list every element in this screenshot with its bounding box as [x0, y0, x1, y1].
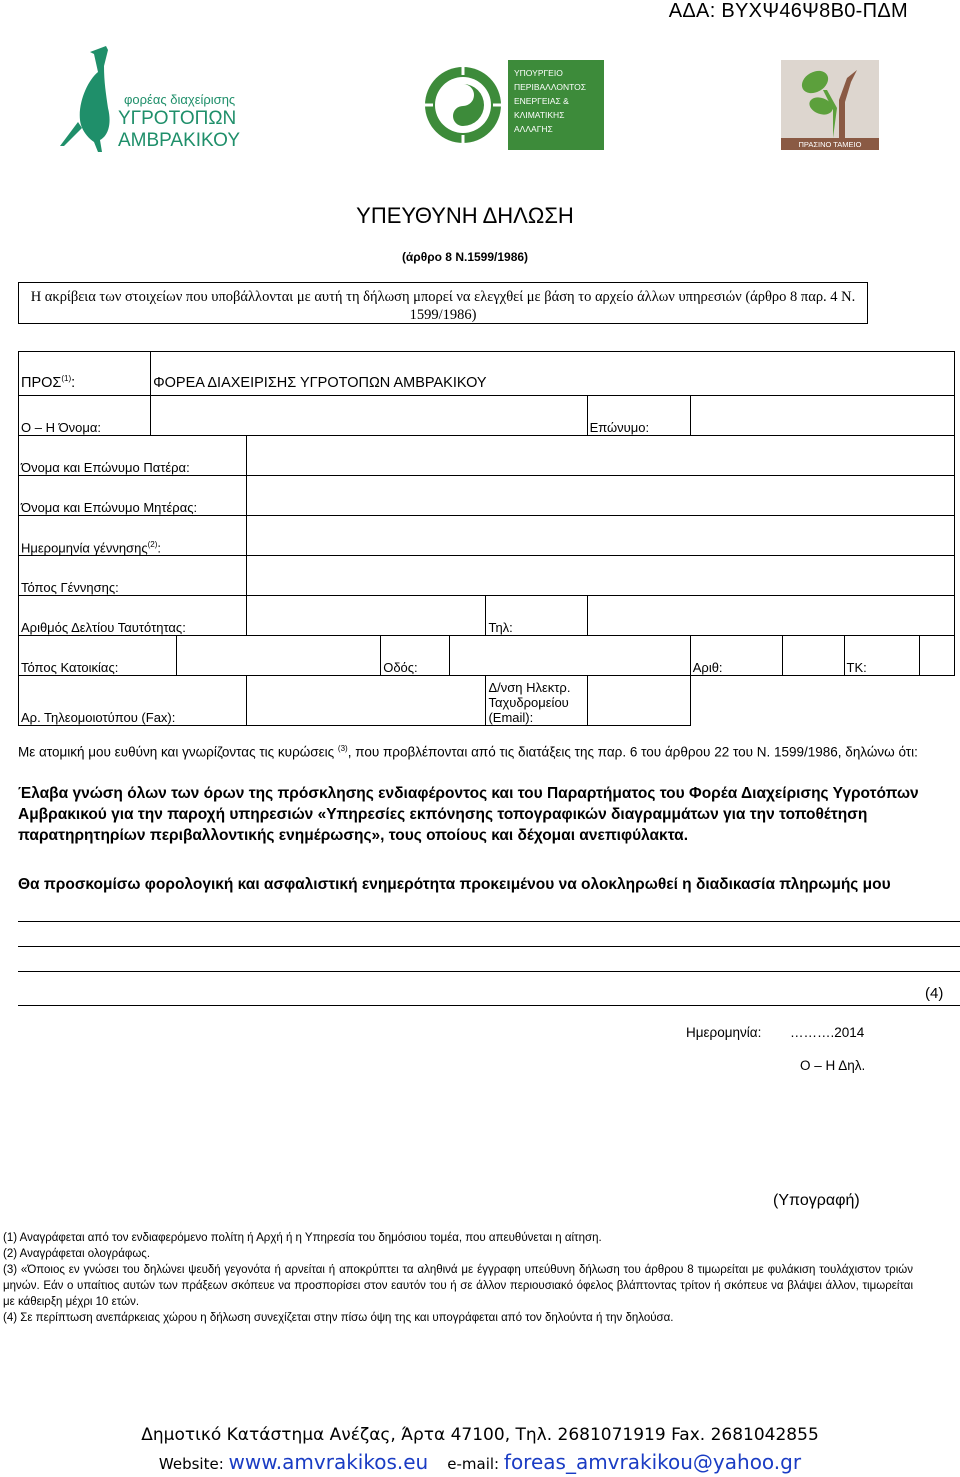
signer-label: Ο – Η Δηλ.: [800, 1058, 866, 1073]
website-link[interactable]: www.amvrakikos.eu: [228, 1450, 429, 1474]
footnote-2: (2) Αναγράφεται ολογράφως.: [3, 1248, 151, 1260]
email-label-cell: [486, 676, 587, 726]
father-label: Όνομα και Επώνυμο Πατέρα:: [19, 436, 247, 476]
footnote-3: (3) «Όποιος εν γνώσει του δηλώνει ψευδή γεγονότα ή αρνείται ή αποκρύπτει τα αληθινά με έγγραφη υπεύθυνη δήλωση του άρθρου 8 τιμωρείται με φυλάκιση τουλάχιστον τριών μηνών. Εάν ο υπαίτιος αυτών των πράξεων σκόπευε να προσπορίσει στον εαυτόν του ή σε άλλον περιουσιακό όφελος βλάπτοντας τρίτον ή σκόπευε να βλάψει άλλον, τιμωρείται με κάθειρξη μέχρι 10 ετών.: [3, 1264, 913, 1308]
fax-field[interactable]: [247, 676, 486, 726]
name-field[interactable]: [151, 396, 588, 436]
accuracy-notice: Η ακρίβεια των στοιχείων που υποβάλλονται με αυτή τη δήλωση μπορεί να ελεγχθεί με βάση το αρχείο άλλων υπηρεσιών (άρθρο 8 παρ. 4 Ν. 1599/1986): [18, 282, 868, 324]
declaration-form: [18, 351, 955, 726]
footnotes: [3, 1230, 913, 1326]
to-value: ΦΟΡΕΑ ΔΙΑΧΕΙΡΙΣΗΣ ΥΓΡΟΤΟΠΩΝ ΑΜΒΡΑΚΙΚΟΥ: [151, 352, 955, 396]
birthplace-field[interactable]: [247, 556, 955, 596]
signature-label: (Υπογραφή): [773, 1192, 860, 1209]
date-label: Ημερομηνία:: [686, 1025, 762, 1040]
number-field[interactable]: [782, 636, 844, 676]
declaration-post: , που προβλέπονται από τις διατάξεις της παρ. 6 του άρθρου 22 του Ν. 1599/1986, δηλώνω ότι:: [347, 744, 918, 760]
email-label-3: (Email):: [488, 710, 534, 725]
mother-field[interactable]: [247, 476, 955, 516]
fax-label: Αρ. Τηλεομοιοτύπου (Fax):: [19, 676, 247, 726]
email-field[interactable]: [587, 676, 690, 726]
email-label-2: Ταχυδρομείου: [488, 695, 569, 710]
footer-contact: [0, 1450, 960, 1474]
empty-cell: [690, 676, 954, 726]
footnote-1: (1) Αναγράφεται από τον ενδιαφερόμενο πολίτη ή Αρχή ή η Υπηρεσία του δημόσιου τομέα, που απευθύνεται η αίτηση.: [3, 1232, 602, 1244]
footer-address: Δημοτικό Κατάστημα Ανέζας, Άρτα 47100, Τηλ. 2681071919 Fax. 2681042855: [141, 1425, 819, 1445]
ministry-line4: ΚΛΙΜΑΤΙΚΗΣ: [514, 110, 565, 120]
email-link[interactable]: foreas_amvrakikou@yahoo.gr: [503, 1450, 802, 1474]
birthdate-field[interactable]: [247, 516, 955, 556]
wetlands-logo-line2: ΥΓΡΟΤΟΠΩΝ: [118, 108, 237, 129]
law-article: (άρθρο 8 Ν.1599/1986): [401, 250, 529, 264]
birthdate-label: Ημερομηνία γέννησης: [21, 540, 148, 555]
email-label-1: Δ/νση Ηλεκτρ.: [488, 680, 571, 695]
statement-tax: Θα προσκομίσω φορολογική και ασφαλιστική ενημερότητα προκειμένου να ολοκληρωθεί η διαδικασία πληρωμής μου: [18, 876, 891, 893]
declaration-text: [18, 739, 943, 762]
residence-label: Τόπος Κατοικίας:: [19, 636, 177, 676]
ministry-line1: ΥΠΟΥΡΓΕΙΟ: [514, 68, 563, 78]
date-value: ……….2014: [790, 1025, 865, 1040]
green-fund-logo: [781, 60, 879, 150]
blank-line-2: [18, 946, 960, 947]
green-fund-label: ΠΡΑΣΙΝΟ ΤΑΜΕΙΟ: [798, 140, 862, 149]
birthplace-label: Τόπος Γέννησης:: [19, 556, 247, 596]
surname-field[interactable]: [690, 396, 954, 436]
to-label: ΠΡΟΣ: [21, 375, 62, 391]
surname-label: Επώνυμο:: [587, 396, 690, 436]
birthdate-sup: (2): [147, 539, 158, 549]
wetlands-logo-line1: φορέας διαχείρισης: [124, 92, 236, 107]
note-marker: (4): [925, 985, 944, 1002]
birthdate-label-cell: Ημερομηνία γέννησης$^{(2)}$:: [19, 516, 247, 556]
id-label: Αριθμός Δελτίου Ταυτότητας:: [19, 596, 247, 636]
tel-label: Τηλ:: [486, 596, 587, 636]
id-field[interactable]: [247, 596, 486, 636]
to-label-cell: ΠΡΟΣ$^{(1)}$:: [19, 352, 151, 396]
to-sup: (1): [61, 374, 72, 384]
wetlands-logo-line3: ΑΜΒΡΑΚΙΚΟΥ: [118, 130, 240, 151]
ministry-line5: ΑΛΛΑΓΗΣ: [514, 124, 553, 134]
blank-line-3: [18, 971, 960, 972]
wetlands-logo: [48, 42, 268, 152]
website-label: Website:: [158, 1455, 224, 1473]
page-title: ΥΠΕΥΘΥΝΗ ΔΗΛΩΣΗ: [356, 203, 574, 228]
ministry-logo: [418, 60, 604, 150]
ada-code: ΑΔΑ: ΒΥΧΨ46Ψ8Β0-ΠΔΜ: [668, 0, 908, 22]
blank-line-1: [18, 921, 960, 922]
street-field[interactable]: [450, 636, 690, 676]
postcode-field[interactable]: [919, 636, 954, 676]
declaration-pre: Με ατομική μου ευθύνη και γνωρίζοντας τις κυρώσεις: [18, 744, 335, 760]
name-label: Ο – Η Όνομα:: [19, 396, 151, 436]
number-label: Αριθ:: [690, 636, 782, 676]
declaration-sup: (3): [337, 744, 348, 753]
footnote-4: (4) Σε περίπτωση ανεπάρκειας χώρου η δήλωση συνεχίζεται στην πίσω όψη της και υπογράφεται από τον δηλούντα ή την δηλούσα.: [3, 1312, 674, 1324]
ministry-line2: ΠΕΡΙΒΑΛΛΟΝΤΟΣ: [514, 82, 587, 92]
statement-terms: Έλαβα γνώση όλων των όρων της πρόσκλησης ενδιαφέροντος και του Παραρτήματος του Φορέα Διαχείρισης Υγροτόπων Αμβρακικού για την παροχή υπηρεσιών «Υπηρεσίες εκπόνησης τοπογραφικών διαγραμμάτων για την τοποθέτηση παρατηρητηρίων περιβαλλοντικής ενημέρωσης», τους οποίους και δέχομαι ανεπιφύλακτα.: [18, 785, 919, 844]
residence-field[interactable]: [176, 636, 380, 676]
tel-field[interactable]: [587, 596, 954, 636]
postcode-label: ΤΚ:: [844, 636, 919, 676]
blank-line-4: [18, 1005, 960, 1006]
mother-label: Όνομα και Επώνυμο Μητέρας:: [19, 476, 247, 516]
email-label: e-mail:: [447, 1455, 500, 1473]
father-field[interactable]: [247, 436, 955, 476]
ministry-line3: ΕΝΕΡΓΕΙΑΣ &: [514, 96, 569, 106]
street-label: Οδός:: [381, 636, 450, 676]
